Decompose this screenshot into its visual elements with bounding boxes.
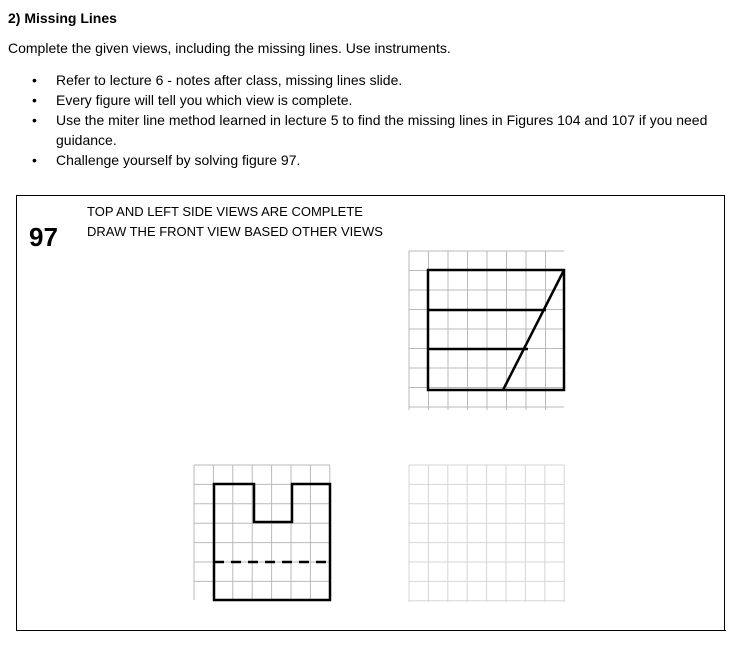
top-view-slanted-edge	[503, 270, 564, 390]
list-item-text: Refer to lecture 6 - notes after class, missing lines slide.	[56, 72, 403, 88]
figure-instruction-line-1: TOP AND LEFT SIDE VIEWS ARE COMPLETE	[87, 204, 363, 219]
list-item-text: Every figure will tell you which view is complete.	[56, 92, 353, 108]
bullet-icon: •	[32, 92, 37, 108]
bullet-icon: •	[32, 152, 37, 168]
section-intro: Complete the given views, including the missing lines. Use instruments.	[8, 40, 451, 56]
section-heading: 2) Missing Lines	[8, 10, 117, 26]
list-item-text: Use the miter line method learned in lecture 5 to find the missing lines in Figures 104 and 107 if you need guidance.	[56, 112, 708, 148]
top-view-grid	[409, 251, 564, 410]
figure-instruction-line-2: DRAW THE FRONT VIEW BASED OTHER VIEWS	[87, 224, 383, 239]
side-view-grid	[409, 465, 564, 602]
bullet-icon: •	[32, 112, 37, 128]
bullet-icon: •	[32, 72, 37, 88]
figure-number: 97	[29, 222, 58, 252]
list-item-text: Challenge yourself by solving figure 97.	[56, 152, 301, 168]
